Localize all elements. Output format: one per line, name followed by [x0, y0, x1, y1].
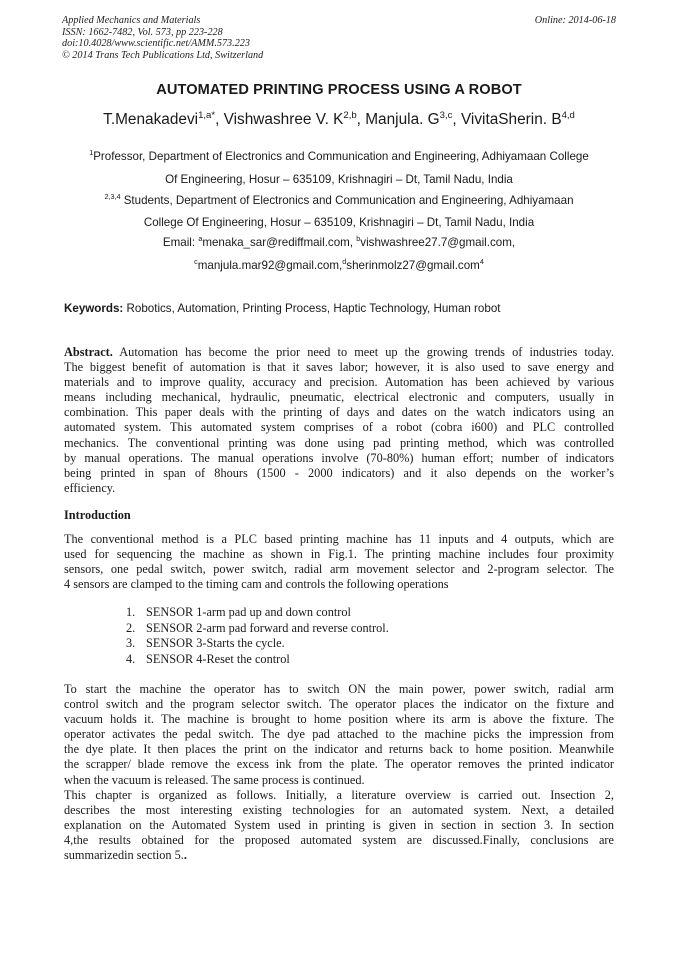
paper-title: AUTOMATED PRINTING PROCESS USING A ROBOT [156, 82, 522, 98]
affiliation-text: Students, Department of Electronics and Communication and Engineering, Adhiyamaan [120, 194, 574, 207]
author-separator: , [356, 111, 366, 128]
author-name: VivitaSherin. B [460, 111, 562, 128]
affiliation-text: Professor, Department of Electronics and Communication and Engineering, Adhiyamaan College [93, 150, 589, 163]
intro-line: operator activates the pedal switch. The dye pad attached to the machine picks the impression from [64, 727, 614, 742]
list-text: SENSOR 2-arm pad forward and reverse control. [146, 620, 389, 635]
author-sup: 4,d [561, 109, 575, 121]
abstract-paragraph [64, 345, 614, 496]
abstract-line: combination. This paper deals with the printing of days and dates on the watch indicators using an [64, 405, 614, 420]
affiliation-1-line-2: Of Engineering, Hosur – 635109, Krishnagiri – Dt, Tamil Nadu, India [165, 173, 513, 186]
author-list [40, 111, 638, 129]
intro-line: The conventional method is a PLC based printing machine has 11 inputs and 4 outputs, which are [64, 532, 614, 546]
email-sup: a [198, 234, 203, 244]
email-label: Email: [162, 236, 199, 249]
list-item [126, 621, 546, 637]
list-text: SENSOR 3-Starts the cycle. [146, 636, 285, 650]
intro-line: used for sequencing the machine as shown in Fig.1. The printing machine includes four proximity [64, 547, 614, 562]
intro-line: explanation on the Automated System used in printing is given in section in section 3. In section [64, 818, 614, 833]
abstract-text: Automation has become the prior need to meet up the growing trends of industries today. [112, 345, 614, 359]
intro-line: the scrapper/ blade remove the excess ink from the plate. The operator removes the printed indicator [64, 757, 614, 772]
list-text: SENSOR 1-arm pad up and down control [146, 605, 351, 619]
journal-header [62, 15, 482, 61]
author-separator: , [215, 111, 224, 128]
intro-text: summarizedin section 5. [64, 848, 184, 863]
author-name: Manjula. G [365, 111, 440, 128]
list-number: 4. [126, 651, 136, 666]
intro-line: 4,the results obtained for the proposed automated system are discussed.Finally, conclusions are [64, 833, 614, 848]
author-name: Vishwashree V. K [223, 111, 344, 128]
affiliation-sup: 2,3,4 [104, 192, 121, 202]
keywords-text: Robotics, Automation, Printing Process, Haptic Technology, Human robot [123, 302, 501, 315]
list-item [126, 636, 546, 652]
author-sup: 1,a* [198, 109, 216, 121]
email-sup: c [194, 257, 198, 267]
keywords-label: Keywords: [64, 302, 124, 315]
intro-line: 4 sensors are clamped to the timing cam and controls the following operations [64, 577, 449, 592]
intro-text-end: . [183, 848, 187, 863]
list-number: 1. [126, 605, 136, 619]
intro-line: describes the most interesting existing technologies for an automated system. Next, a detailed [64, 803, 614, 818]
email-link[interactable]: vishwashree27.7@gmail.com, [360, 236, 516, 249]
intro-line: when the vacuum is released. The same process is continued. [64, 772, 365, 787]
abstract-line: by manual operations. The manual operations involve (70-80%) human effort; number of indicators [64, 450, 614, 465]
intro-line: the dye plate. It then places the print on the indicator and returns back to home position. Meanwhile [64, 742, 614, 757]
affiliation-2-line-1 [62, 194, 616, 207]
online-date: Online: 2014-06-18 [534, 15, 616, 26]
abstract-line [64, 345, 614, 360]
email-line-2 [62, 259, 616, 272]
intro-line: control switch and the program selector switch. The operator places the indicator on the fixture and [64, 697, 614, 712]
email-line-1 [62, 236, 616, 249]
list-number: 3. [126, 636, 136, 650]
intro-line: This chapter is organized as follows. Initially, a literature overview is carried out. Insection 2, [64, 788, 614, 802]
section-heading-introduction: Introduction [64, 508, 131, 522]
keywords-line [64, 302, 624, 315]
author-sup: 2,b [343, 109, 357, 121]
doi-line: doi:10.4028/www.scientific.net/AMM.573.223 [62, 38, 250, 50]
intro-paragraph-1 [64, 532, 614, 592]
abstract-line: means including mechanical, hydraulic, pneumatic, electrical electronic and computers, usually in [64, 390, 614, 405]
list-number: 2. [126, 620, 136, 635]
abstract-line: materials and to improve quality, accuracy and precision. Automation has been achieved by various [64, 375, 614, 390]
author-separator: , [452, 111, 461, 128]
author-name: T.Menakadevi [103, 111, 199, 128]
abstract-line: being printed in span of 8hours (1500 - 2000 indicators) and it also depends on the worker’s [64, 465, 614, 480]
intro-paragraph-2 [64, 682, 614, 788]
intro-line: To start the machine the operator has to switch ON the main power, power switch, radial arm [64, 682, 614, 696]
email-link[interactable]: menaka_sar@rediffmail.com, [202, 236, 357, 249]
affiliation-1-line-1 [62, 150, 616, 163]
list-text: SENSOR 4-Reset the control [146, 651, 290, 666]
email-sup: b [356, 234, 361, 244]
issn-line: ISSN: 1662-7482, Vol. 573, pp 223-228 [62, 26, 223, 38]
intro-line [64, 848, 614, 863]
journal-name: Applied Mechanics and Materials [62, 15, 201, 26]
email-link[interactable]: sherinmolz27@gmail.com [346, 259, 480, 272]
abstract-line: mechanics. The conventional printing was done using pad printing method, which was controlled [64, 435, 614, 450]
intro-line: vacuum holds it. The machine is brought to home position where its arm is above the fixture. The [64, 712, 614, 727]
intro-line: sensors, one pedal switch, power switch, radial arm movement selector and 2-program selector. The [64, 562, 614, 577]
affiliation-sup: 1 [89, 148, 94, 158]
abstract-line: automated system. This automated system comprises of a robot (cobra i600) and PLC controlled [64, 420, 614, 435]
affiliation-2-line-2: College Of Engineering, Hosur – 635109, Krishnagiri – Dt, Tamil Nadu, India [143, 216, 535, 229]
list-item [126, 652, 546, 668]
email-sup: 4 [479, 257, 484, 267]
intro-paragraph-3 [64, 788, 614, 863]
abstract-line: The biggest benefit of automation is that it saves labor; however, it is also used to save energy and [64, 360, 614, 375]
list-item [126, 605, 546, 621]
author-sup: 3,c [439, 109, 453, 121]
sensor-list [126, 605, 546, 667]
abstract-label: Abstract. [64, 345, 113, 359]
email-sup: d [342, 257, 347, 267]
abstract-line: efficiency. [64, 480, 116, 495]
copyright-line: © 2014 Trans Tech Publications Ltd, Switzerland [62, 49, 264, 61]
email-link[interactable]: manjula.mar92@gmail.com, [197, 259, 343, 272]
